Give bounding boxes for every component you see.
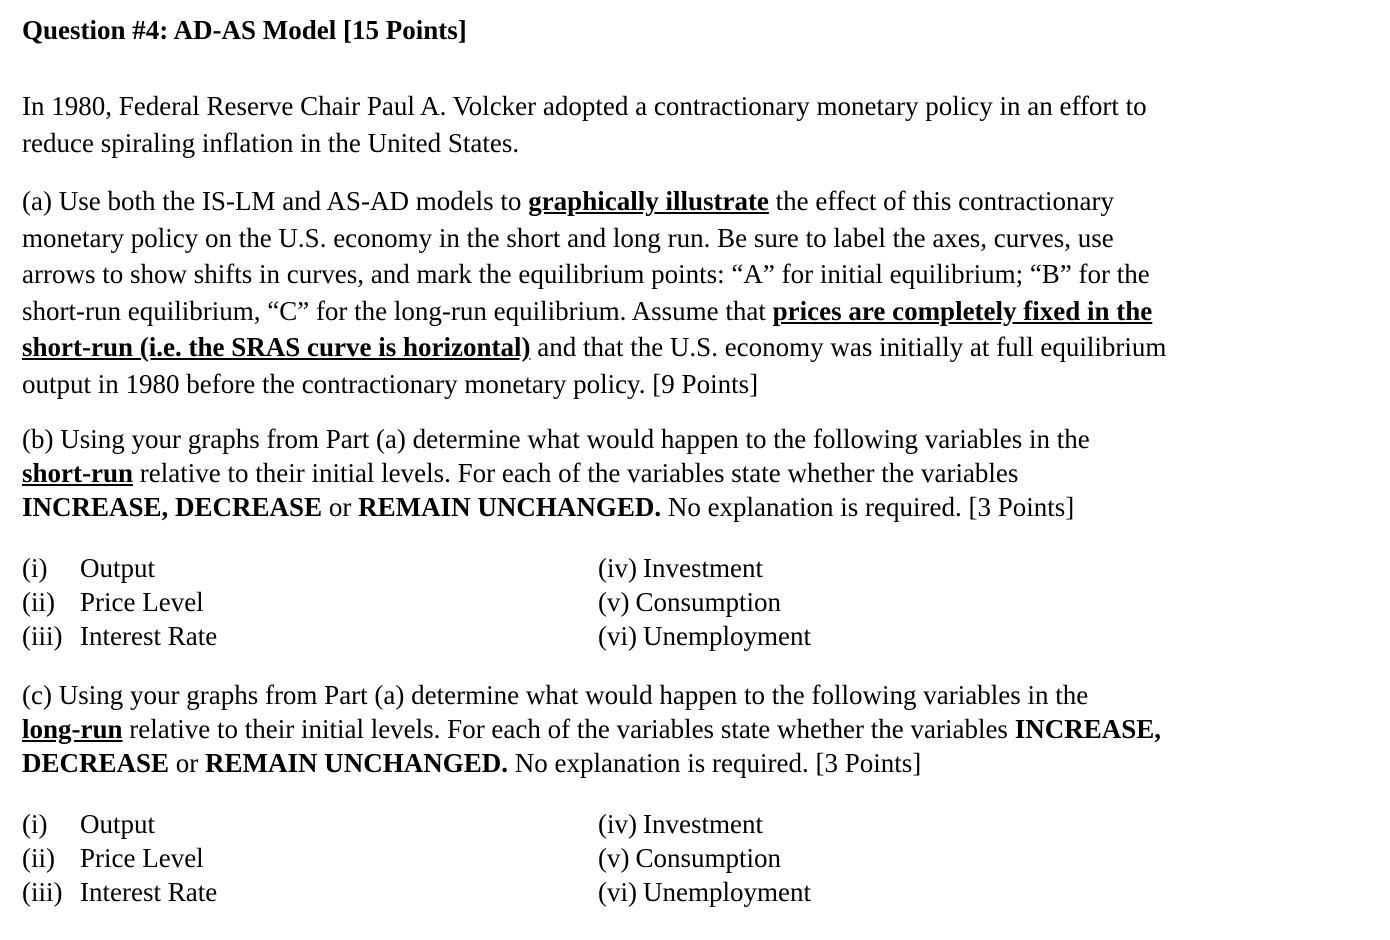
- item-number: (v): [598, 587, 630, 617]
- item-number: (vi): [598, 877, 637, 907]
- text-run: No explanation is required. [3 Points]: [508, 748, 922, 778]
- part-b-list-left: [22, 551, 217, 653]
- list-item: [22, 875, 217, 909]
- part-a-line: [22, 183, 1166, 220]
- bold-text: DECREASE: [22, 748, 170, 778]
- part-a-line: [22, 293, 1166, 330]
- part-a-line: [22, 329, 1166, 366]
- text-run: the effect of this contractionary: [768, 186, 1115, 216]
- part-b-line: [22, 456, 1090, 490]
- part-b-paragraph: [22, 422, 1090, 524]
- intro-paragraph: [22, 88, 1147, 161]
- part-c-line: (c) Using your graphs from Part (a) determine what would happen to the following variables in the: [22, 680, 1089, 710]
- list-item: [598, 619, 811, 653]
- item-number: (i): [22, 809, 48, 839]
- emphasis-long-run: long-run: [22, 714, 123, 744]
- item-number: (v): [598, 843, 630, 873]
- list-item: [598, 807, 811, 841]
- item-label: Unemployment: [642, 877, 811, 907]
- item-number: (ii): [22, 843, 55, 873]
- item-number: (iii): [22, 877, 63, 907]
- intro-line: In 1980, Federal Reserve Chair Paul A. Volcker adopted a contractionary monetary policy in an effort to: [22, 91, 1147, 121]
- item-label: Interest Rate: [80, 877, 218, 907]
- item-number: (vi): [598, 621, 637, 651]
- part-c-line: [22, 746, 1161, 780]
- item-label: Consumption: [635, 843, 782, 873]
- list-item: [22, 807, 217, 841]
- item-label: Unemployment: [642, 621, 811, 651]
- list-item: [22, 585, 217, 619]
- item-number: (iv): [598, 553, 637, 583]
- part-c-paragraph: [22, 678, 1161, 780]
- list-item: [22, 841, 217, 875]
- part-a-line: monetary policy on the U.S. economy in the short and long run. Be sure to label the axes, curves, use: [22, 222, 1114, 253]
- emphasis-sras-horizontal: short-run (i.e. the SRAS curve is horizontal): [22, 332, 531, 362]
- list-item: [598, 585, 811, 619]
- part-a-line: output in 1980 before the contractionary monetary policy. [9 Points]: [22, 368, 759, 399]
- list-item: [22, 619, 217, 653]
- part-b-list-right: [598, 551, 811, 653]
- text-run: relative to their initial levels. For each of the variables state whether the variables: [122, 714, 1015, 744]
- emphasis-prices-fixed: prices are completely fixed in the: [772, 295, 1153, 326]
- item-number: (iii): [22, 621, 63, 651]
- part-c-list-left: [22, 807, 217, 909]
- text-run: No explanation is required. [3 Points]: [661, 492, 1075, 522]
- item-number: (i): [22, 553, 48, 583]
- emphasis-graphically-illustrate: graphically illustrate: [528, 186, 769, 216]
- part-a-line: arrows to show shifts in curves, and mark the equilibrium points: “A” for initial equilibrium; “B” for the: [22, 259, 1150, 289]
- item-label: Investment: [642, 553, 763, 583]
- part-c-list-right: [598, 807, 811, 909]
- intro-line: reduce spiraling inflation in the United States.: [22, 127, 520, 158]
- text-run: relative to their initial levels. For each of the variables state whether the variables: [133, 458, 1019, 488]
- item-label: Investment: [642, 809, 763, 839]
- item-number: (ii): [22, 587, 55, 617]
- item-label: Output: [80, 809, 156, 839]
- bold-text: INCREASE,: [1014, 714, 1161, 744]
- part-b-line: [22, 490, 1090, 524]
- text-run: short-run equilibrium, “C” for the long-run equilibrium. Assume that: [22, 295, 773, 326]
- part-b-line: (b) Using your graphs from Part (a) determine what would happen to the following variables in the: [22, 424, 1090, 454]
- list-item: [598, 551, 811, 585]
- part-a-paragraph: [22, 183, 1166, 402]
- part-c-line: [22, 712, 1161, 746]
- text-run: (a) Use both the IS-LM and AS-AD models to: [22, 186, 529, 216]
- bold-text: REMAIN UNCHANGED.: [205, 748, 509, 778]
- bold-text: REMAIN UNCHANGED.: [358, 492, 662, 522]
- emphasis-short-run: short-run: [22, 458, 134, 488]
- item-label: Consumption: [635, 587, 782, 617]
- text-run: or: [169, 748, 206, 778]
- list-item: [598, 841, 811, 875]
- text-run: or: [322, 492, 359, 522]
- item-label: Price Level: [80, 843, 204, 873]
- list-item: [22, 551, 217, 585]
- item-number: (iv): [598, 809, 637, 839]
- item-label: Interest Rate: [80, 621, 218, 651]
- text-run: and that the U.S. economy was initially at full equilibrium: [530, 332, 1167, 362]
- item-label: Price Level: [80, 587, 204, 617]
- list-item: [598, 875, 811, 909]
- bold-text: INCREASE, DECREASE: [22, 492, 323, 522]
- question-title: Question #4: AD-AS Model [15 Points]: [22, 15, 467, 45]
- item-label: Output: [80, 553, 156, 583]
